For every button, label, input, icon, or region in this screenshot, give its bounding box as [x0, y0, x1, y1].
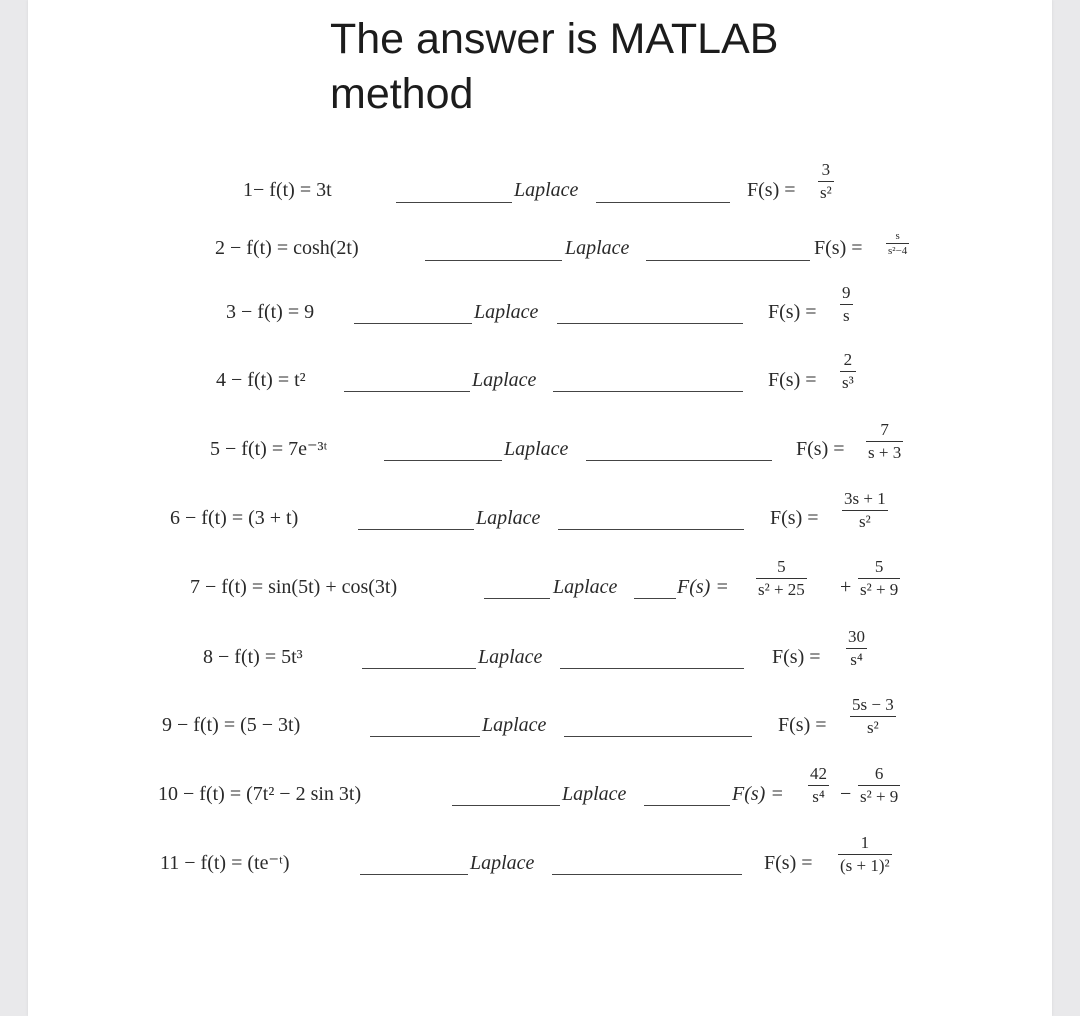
result-fraction	[840, 350, 856, 393]
blank-line	[362, 668, 476, 669]
time-function: 8 − f(t) = 5t³	[203, 646, 303, 668]
numerator: 5	[777, 557, 786, 576]
time-function: 6 − f(t) = (3 + t)	[170, 507, 299, 529]
laplace-label: Laplace	[504, 438, 569, 460]
numerator: 3	[821, 160, 831, 179]
blank-line	[596, 202, 730, 203]
result-fraction	[842, 489, 888, 532]
numerator: 1	[860, 833, 870, 852]
time-function: 9 − f(t) = (5 − 3t)	[162, 714, 301, 736]
blank-line	[552, 874, 742, 875]
fraction-bar	[850, 716, 896, 717]
result-fraction	[818, 160, 834, 203]
blank-line	[557, 323, 743, 324]
laplace-label: Laplace	[474, 301, 539, 323]
minus-operator: −	[840, 783, 852, 805]
blank-line	[586, 460, 772, 461]
laplace-label: Laplace	[562, 783, 627, 805]
blank-line	[425, 260, 562, 261]
blank-line	[560, 668, 744, 669]
blank-line	[644, 805, 730, 806]
blank-line	[384, 460, 502, 461]
fraction-bar	[858, 785, 900, 786]
fraction-bar	[818, 181, 834, 182]
result-fraction	[808, 764, 829, 807]
blank-line	[396, 202, 512, 203]
numerator: 42	[810, 764, 827, 783]
blank-line	[452, 805, 560, 806]
time-function: 4 − f(t) = t²	[216, 369, 306, 391]
blank-line	[558, 529, 744, 530]
time-function: 5 − f(t) = 7e⁻³ᵗ	[210, 438, 328, 460]
fraction-bar	[846, 648, 867, 649]
denominator: s²−4	[888, 245, 908, 257]
blank-line	[358, 529, 474, 530]
laplace-result-label: F(s) =	[814, 237, 863, 259]
numerator: 2	[843, 350, 853, 369]
result-fraction	[866, 420, 903, 463]
laplace-result-label: F(s) =	[796, 438, 845, 460]
blank-line	[360, 874, 468, 875]
denominator: s³	[842, 373, 854, 392]
title-line-2: method	[330, 70, 474, 118]
time-function: 3 − f(t) = 9	[226, 301, 315, 323]
plus-operator: +	[840, 576, 852, 598]
fraction-bar	[838, 854, 892, 855]
laplace-result-label: F(s) =	[677, 576, 729, 598]
laplace-label: Laplace	[470, 852, 535, 874]
denominator: s + 3	[868, 443, 902, 462]
fraction-bar	[756, 578, 807, 579]
page-title	[330, 12, 778, 122]
fraction-bar	[840, 304, 853, 305]
denominator: s² + 9	[860, 580, 899, 599]
fraction-bar	[840, 371, 856, 372]
blank-line	[484, 598, 550, 599]
laplace-label: Laplace	[553, 576, 618, 598]
denominator: s²	[858, 512, 871, 531]
laplace-result-label: F(s) =	[732, 783, 784, 805]
numerator: 5s − 3	[852, 695, 894, 714]
laplace-result-label: F(s) =	[764, 852, 813, 874]
result-fraction-2	[858, 557, 900, 600]
fraction-bar	[858, 578, 900, 579]
blank-line	[553, 391, 743, 392]
laplace-result-label: F(s) =	[770, 507, 819, 529]
fraction-bar	[886, 243, 909, 244]
result-fraction	[850, 695, 896, 738]
denominator: s²	[866, 718, 879, 737]
fraction-bar	[842, 510, 888, 511]
denominator: (s + 1)²	[840, 856, 890, 875]
result-fraction	[756, 557, 807, 600]
laplace-label: Laplace	[472, 369, 537, 391]
numerator: 5	[874, 557, 884, 576]
numerator: 7	[880, 420, 889, 439]
laplace-result-label: F(s) =	[778, 714, 827, 736]
denominator: s² + 9	[860, 787, 899, 806]
laplace-label: Laplace	[565, 237, 630, 259]
result-fraction	[838, 833, 892, 876]
blank-line	[344, 391, 470, 392]
denominator: s²	[820, 183, 832, 202]
denominator: s⁴	[812, 787, 825, 806]
laplace-label: Laplace	[514, 179, 579, 201]
time-function: 11 − f(t) = (te⁻ᵗ)	[160, 852, 290, 874]
numerator: 3s + 1	[844, 489, 886, 508]
numerator: s	[895, 230, 900, 242]
laplace-result-label: F(s) =	[747, 179, 796, 201]
blank-line	[370, 736, 480, 737]
denominator: s⁴	[850, 650, 863, 669]
laplace-result-label: F(s) =	[768, 301, 817, 323]
denominator: s	[842, 306, 850, 325]
fraction-bar	[866, 441, 903, 442]
numerator: 6	[874, 764, 884, 783]
laplace-label: Laplace	[478, 646, 543, 668]
blank-line	[564, 736, 752, 737]
numerator: 9	[842, 283, 851, 302]
laplace-label: Laplace	[482, 714, 547, 736]
denominator: s² + 25	[758, 580, 805, 599]
fraction-bar	[808, 785, 829, 786]
result-fraction	[840, 283, 853, 326]
laplace-result-label: F(s) =	[772, 646, 821, 668]
numerator: 30	[848, 627, 865, 646]
result-fraction	[846, 627, 867, 670]
time-function: 10 − f(t) = (7t² − 2 sin 3t)	[158, 783, 362, 805]
title-line-1: The answer is MATLAB	[330, 15, 779, 63]
time-function: 7 − f(t) = sin(5t) + cos(3t)	[190, 576, 398, 598]
blank-line	[354, 323, 472, 324]
blank-line	[634, 598, 676, 599]
laplace-label: Laplace	[476, 507, 541, 529]
time-function: 1− f(t) = 3t	[243, 179, 332, 201]
time-function: 2 − f(t) = cosh(2t)	[215, 237, 359, 259]
blank-line	[646, 260, 810, 261]
laplace-result-label: F(s) =	[768, 369, 817, 391]
result-fraction-2	[858, 764, 900, 807]
result-fraction	[886, 230, 909, 257]
